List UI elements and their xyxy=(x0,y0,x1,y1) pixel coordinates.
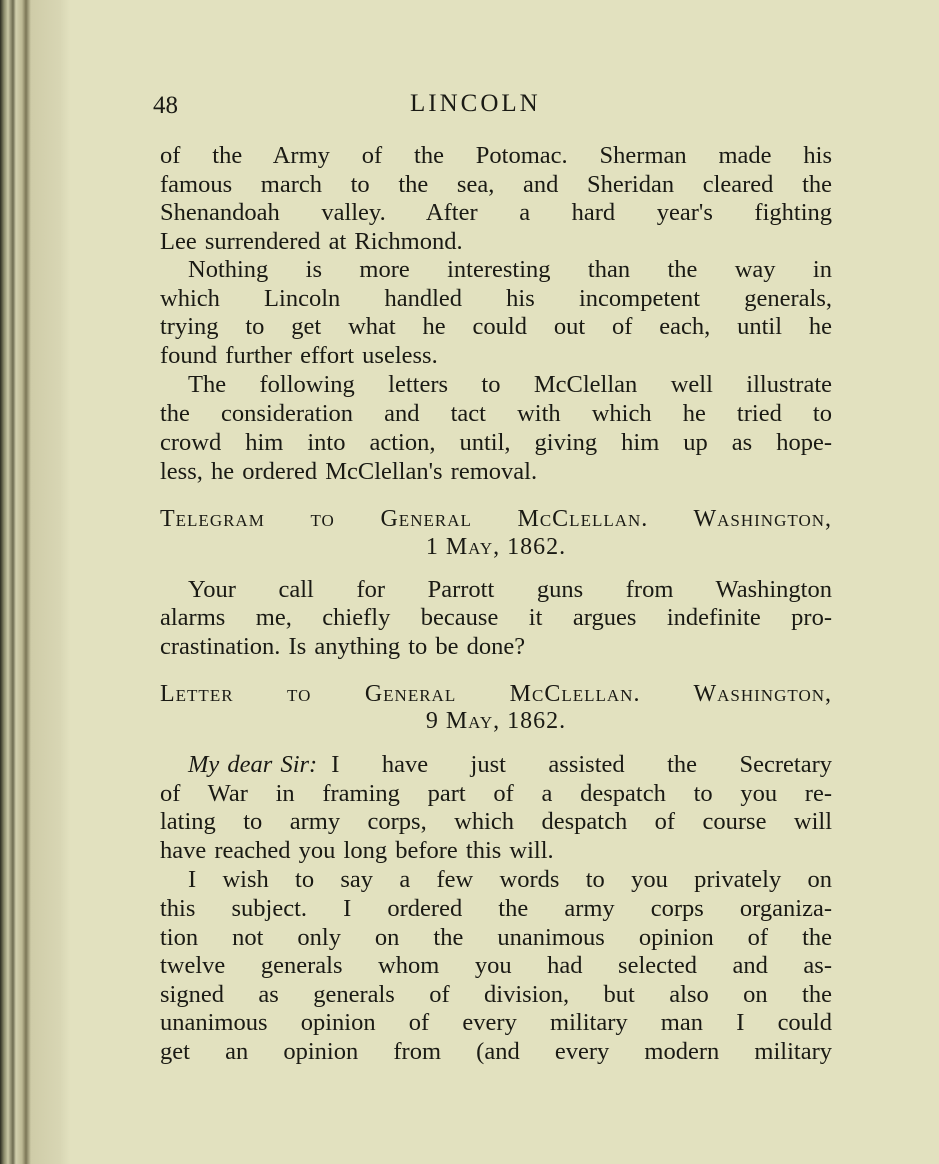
letter-heading: Letter to General McClellan. Washington, xyxy=(160,681,832,707)
page-number: 48 xyxy=(153,92,178,119)
text-line-rest: I have just assisted the Secretary xyxy=(331,751,832,778)
text-line: of War in framing part of a despatch to you re- xyxy=(160,780,832,807)
letter-date: 9 May, 1862. xyxy=(425,708,567,734)
telegram-date: 1 May, 1862. xyxy=(425,534,567,560)
text-line xyxy=(188,751,832,779)
text-line: famous march to the sea, and Sheridan cleared the xyxy=(160,171,832,198)
text-line: signed as generals of division, but also on the xyxy=(160,981,832,1008)
text-line: crastination. Is anything to be done? xyxy=(160,633,526,660)
text-line: this subject. I ordered the army corps organiza- xyxy=(160,895,832,922)
text-line: get an opinion from (and every modern military xyxy=(160,1038,832,1065)
running-title: LINCOLN xyxy=(410,90,541,117)
text-line: twelve generals whom you had selected and as- xyxy=(160,952,832,979)
text-line: I wish to say a few words to you privately on xyxy=(188,866,832,893)
text-line: Lee surrendered at Richmond. xyxy=(160,228,463,255)
text-line: trying to get what he could out of each, until he xyxy=(160,313,832,340)
text-line: the consideration and tact with which he tried to xyxy=(160,400,832,427)
text-line: lating to army corps, which despatch of course will xyxy=(160,808,832,835)
text-line: found further effort useless. xyxy=(160,342,438,369)
text-line: Shenandoah valley. After a hard year's fighting xyxy=(160,199,832,226)
text-line: tion not only on the unanimous opinion of the xyxy=(160,924,832,951)
text-line: unanimous opinion of every military man I could xyxy=(160,1009,832,1036)
salutation: My dear Sir: xyxy=(188,751,318,778)
text-line: Nothing is more interesting than the way in xyxy=(188,256,832,283)
text-line: which Lincoln handled his incompetent generals, xyxy=(160,285,832,312)
text-line: Your call for Parrott guns from Washington xyxy=(188,576,832,603)
text-line: less, he ordered McClellan's removal. xyxy=(160,458,538,485)
text-line: alarms me, chiefly because it argues indefinite pro- xyxy=(160,604,832,631)
text-line: of the Army of the Potomac. Sherman made his xyxy=(160,142,832,169)
text-line: The following letters to McClellan well illustrate xyxy=(188,371,832,398)
telegram-heading: Telegram to General McClellan. Washington, xyxy=(160,506,832,532)
text-line: crowd him into action, until, giving him up as hope- xyxy=(160,429,832,456)
text-line: have reached you long before this will. xyxy=(160,837,554,864)
